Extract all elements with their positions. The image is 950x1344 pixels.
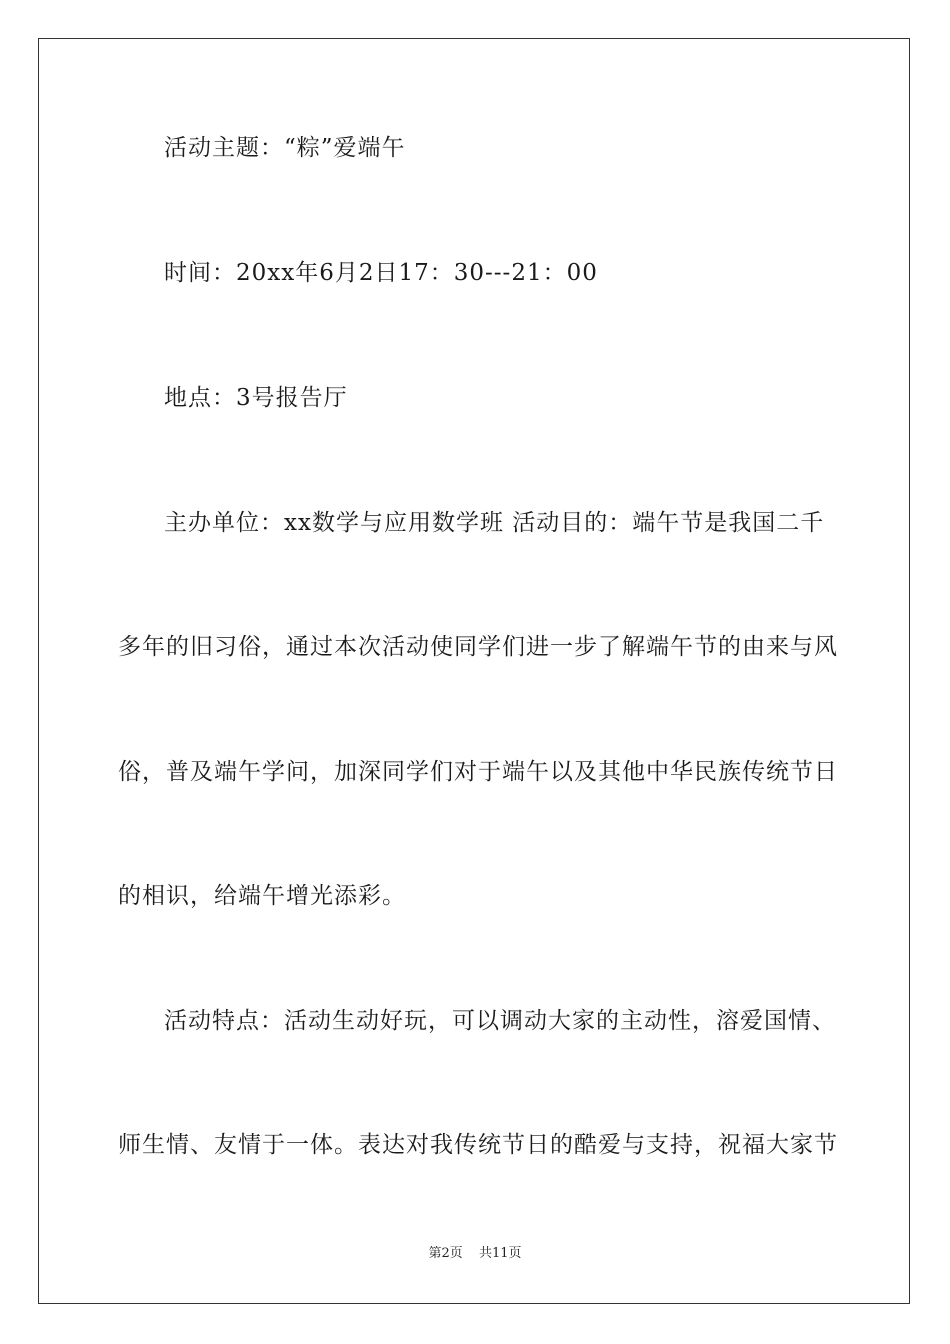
purpose-line-3: 俗，普及端午学问，加深同学们对于端午以及其他中华民族传统节日 — [118, 759, 838, 785]
features-line-1: 活动特点：活动生动好玩，可以调动大家的主动性，溶爱国情、 — [164, 1008, 836, 1034]
features-line-2: 师生情、友情于一体。表达对我传统节日的酷爱与支持，祝福大家节 — [118, 1132, 838, 1158]
theme-line: 活动主题：“粽”爱端午 — [164, 135, 406, 161]
purpose-line-4: 的相识，给端午增光添彩。 — [118, 883, 406, 909]
organizer-line: 主办单位：xx数学与应用数学班 活动目的：端午节是我国二千 — [164, 510, 825, 536]
purpose-line-2: 多年的旧习俗，通过本次活动使同学们进一步了解端午节的由来与风 — [118, 634, 838, 660]
page-border — [38, 38, 910, 1304]
time-line: 时间：20xx年6月2日17：30---21：00 — [164, 260, 598, 286]
page-footer — [0, 1245, 950, 1263]
page-total: 共11页 — [478, 1246, 522, 1261]
location-line: 地点：3号报告厅 — [164, 385, 348, 411]
page-number: 第2页 — [428, 1246, 463, 1261]
